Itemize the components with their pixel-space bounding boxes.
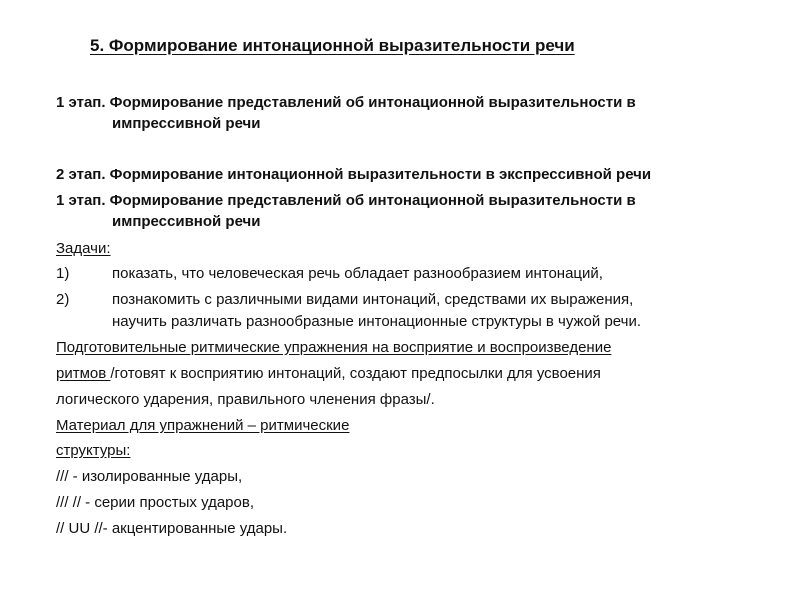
stage-2-line-1: 2 этап. Формирование интонационной выразительности в экспрессивной речи bbox=[56, 166, 652, 183]
task-2-line-1: познакомить с различными видами интонаций, средствами их выражения, bbox=[112, 291, 634, 308]
task-1-line-1: показать, что человеческая речь обладает разнообразием интонаций, bbox=[112, 265, 603, 282]
rhythm-line-2 bbox=[56, 365, 601, 383]
stage-1-line-1: 1 этап. Формирование представлений об интонационной выразительности в bbox=[56, 94, 636, 111]
materials-heading-line-1: Материал для упражнений – ритмические bbox=[56, 417, 350, 434]
material-item-isolated: /// - изолированные удары, bbox=[56, 468, 243, 485]
task-2-number: 2) bbox=[56, 291, 70, 308]
material-item-accented: // UU //- акцентированные удары. bbox=[56, 520, 288, 537]
rhythm-line-2-underlined: ритмов bbox=[56, 365, 111, 382]
tasks-heading: Задачи: bbox=[56, 240, 111, 257]
stage-1-line-2: импрессивной речи bbox=[112, 115, 261, 132]
rhythm-line-2-rest: /готовят к восприятию интонаций, создают предпосылки для усвоения bbox=[110, 365, 601, 382]
task-1-number: 1) bbox=[56, 265, 70, 282]
slide-title: 5. Формирование интонационной выразительности речи bbox=[90, 36, 575, 55]
rhythm-line-3: логического ударения, правильного членения фразы/. bbox=[56, 391, 435, 408]
rhythm-line-1: Подготовительные ритмические упражнения на восприятие и воспроизведение bbox=[56, 339, 612, 356]
stage-1-repeat-line-2: импрессивной речи bbox=[112, 213, 261, 230]
stage-1-repeat-line-1: 1 этап. Формирование представлений об интонационной выразительности в bbox=[56, 192, 636, 209]
materials-heading-line-2: структуры: bbox=[56, 442, 131, 459]
task-2-line-2: научить различать разнообразные интонационные структуры в чужой речи. bbox=[112, 313, 641, 330]
material-item-series: /// // - серии простых ударов, bbox=[56, 494, 254, 511]
